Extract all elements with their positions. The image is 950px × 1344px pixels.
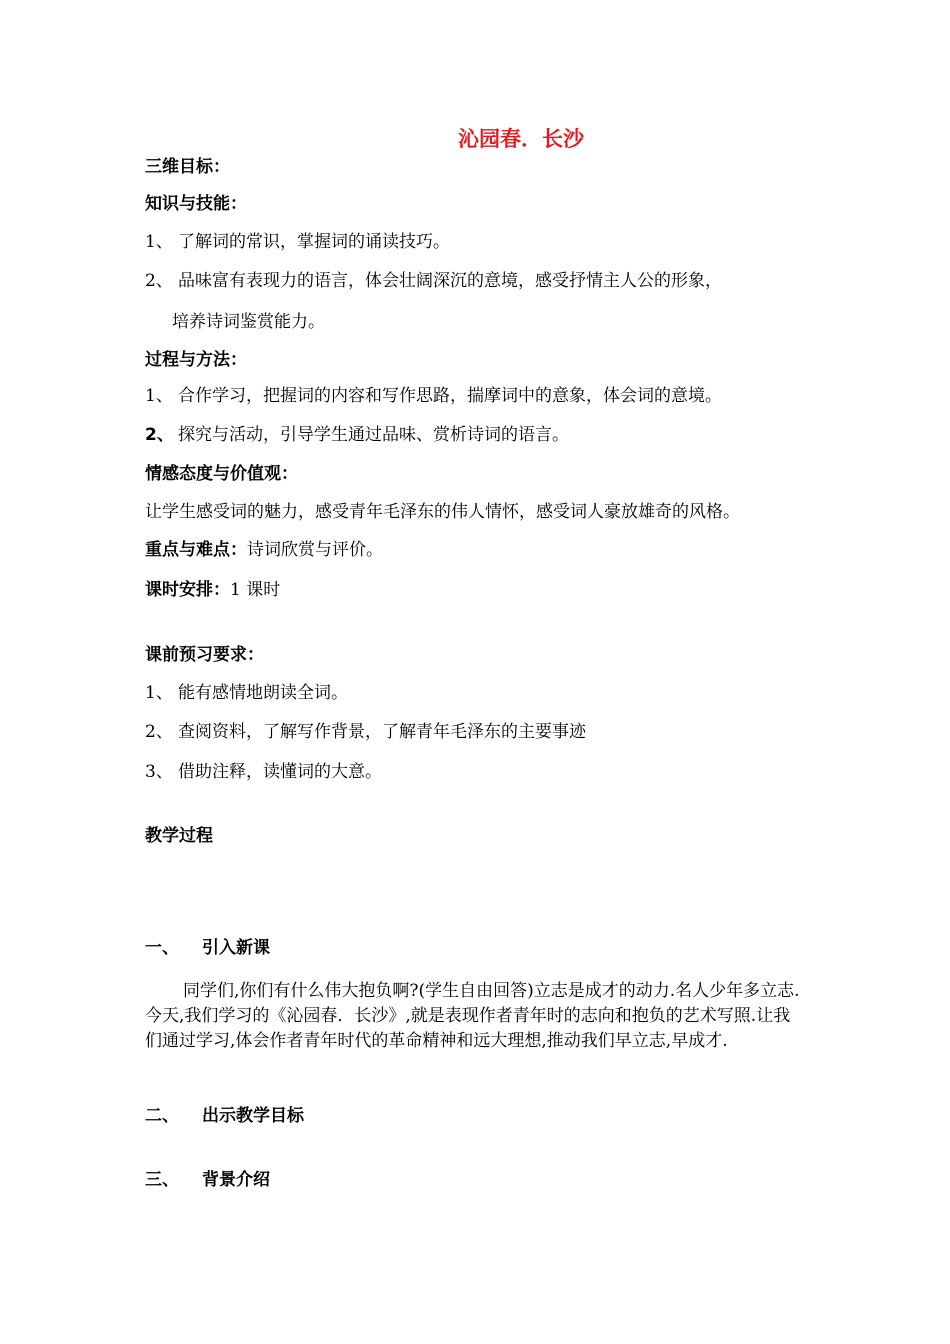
- zhongdian-label: 重点与难点：: [145, 540, 247, 560]
- keshi-label: 课时安排：: [145, 580, 230, 600]
- list-item: [145, 757, 382, 782]
- list-item: [145, 420, 569, 445]
- qinggan-text: 让学生感受词的魅力，感受青年毛泽东的伟人情怀，感受词人豪放雄奇的风格。: [145, 502, 740, 522]
- list-item-number: 2、: [145, 722, 173, 742]
- section-label: 引入新课: [202, 938, 270, 958]
- section-heading: [145, 1165, 270, 1190]
- guocheng-heading: 过程与方法：: [145, 350, 247, 370]
- section-heading: [145, 933, 270, 958]
- list-item-text: 能有感情地朗读全词。: [178, 683, 348, 703]
- list-item-text: 品味富有表现力的语言，体会壮阔深沉的意境，感受抒情主人公的形象，: [178, 271, 722, 291]
- page-title: 沁园春．长沙: [458, 126, 584, 151]
- list-item-number: 3、: [145, 762, 173, 782]
- list-item: [145, 381, 722, 406]
- list-item-number: 1、: [145, 232, 173, 252]
- list-item-text: 了解词的常识，掌握词的诵读技巧。: [178, 232, 450, 252]
- list-item-text: 借助注释，读懂词的大意。: [178, 762, 382, 782]
- keshi-text: 1 课时: [230, 580, 281, 600]
- list-item-text: 探究与活动，引导学生通过品味、赏析诗词的语言。: [178, 425, 569, 445]
- zhongdian-text: 诗词欣赏与评价。: [247, 540, 383, 560]
- qinggan-heading: 情感态度与价值观：: [145, 464, 298, 484]
- section-number: 一、: [145, 938, 179, 958]
- list-item-number: 2、: [145, 271, 173, 291]
- list-item-number: 2、: [145, 425, 174, 445]
- list-item-number: 1、: [145, 386, 173, 406]
- section-label: 背景介绍: [202, 1170, 270, 1190]
- yuxi-heading: 课前预习要求：: [145, 645, 264, 665]
- keshi-line: [145, 575, 280, 600]
- list-item: [145, 717, 586, 742]
- list-item: [145, 678, 348, 703]
- section-label: 出示教学目标: [202, 1106, 304, 1126]
- zhishi-heading: 知识与技能：: [145, 194, 247, 214]
- list-item-number: 1、: [145, 683, 173, 703]
- jiaoxue-heading: 教学过程: [145, 826, 213, 846]
- intro-paragraph: 同学们,你们有什么伟大抱负啊?(学生自由回答)立志是成才的动力.名人少年多立志.今天,我们学习的《沁园春．长沙》,就是表现作者青年时的志向和抱负的艺术写照.让我们通过学习,体会作者青年时代的革命精神和远大理想,推动我们早立志,早成才.: [145, 981, 800, 1051]
- list-item-continuation: 培养诗词鉴赏能力。: [172, 312, 325, 332]
- list-item: [145, 227, 450, 252]
- list-item: [145, 266, 722, 291]
- list-item-text: 查阅资料，了解写作背景，了解青年毛泽东的主要事迹: [178, 722, 586, 742]
- zhongdian-line: [145, 535, 383, 560]
- section-number: 二、: [145, 1106, 179, 1126]
- section-heading: [145, 1101, 304, 1126]
- section-number: 三、: [145, 1170, 179, 1190]
- list-item-text: 合作学习，把握词的内容和写作思路，揣摩词中的意象，体会词的意境。: [178, 386, 722, 406]
- sanwei-heading: 三维目标：: [145, 157, 230, 177]
